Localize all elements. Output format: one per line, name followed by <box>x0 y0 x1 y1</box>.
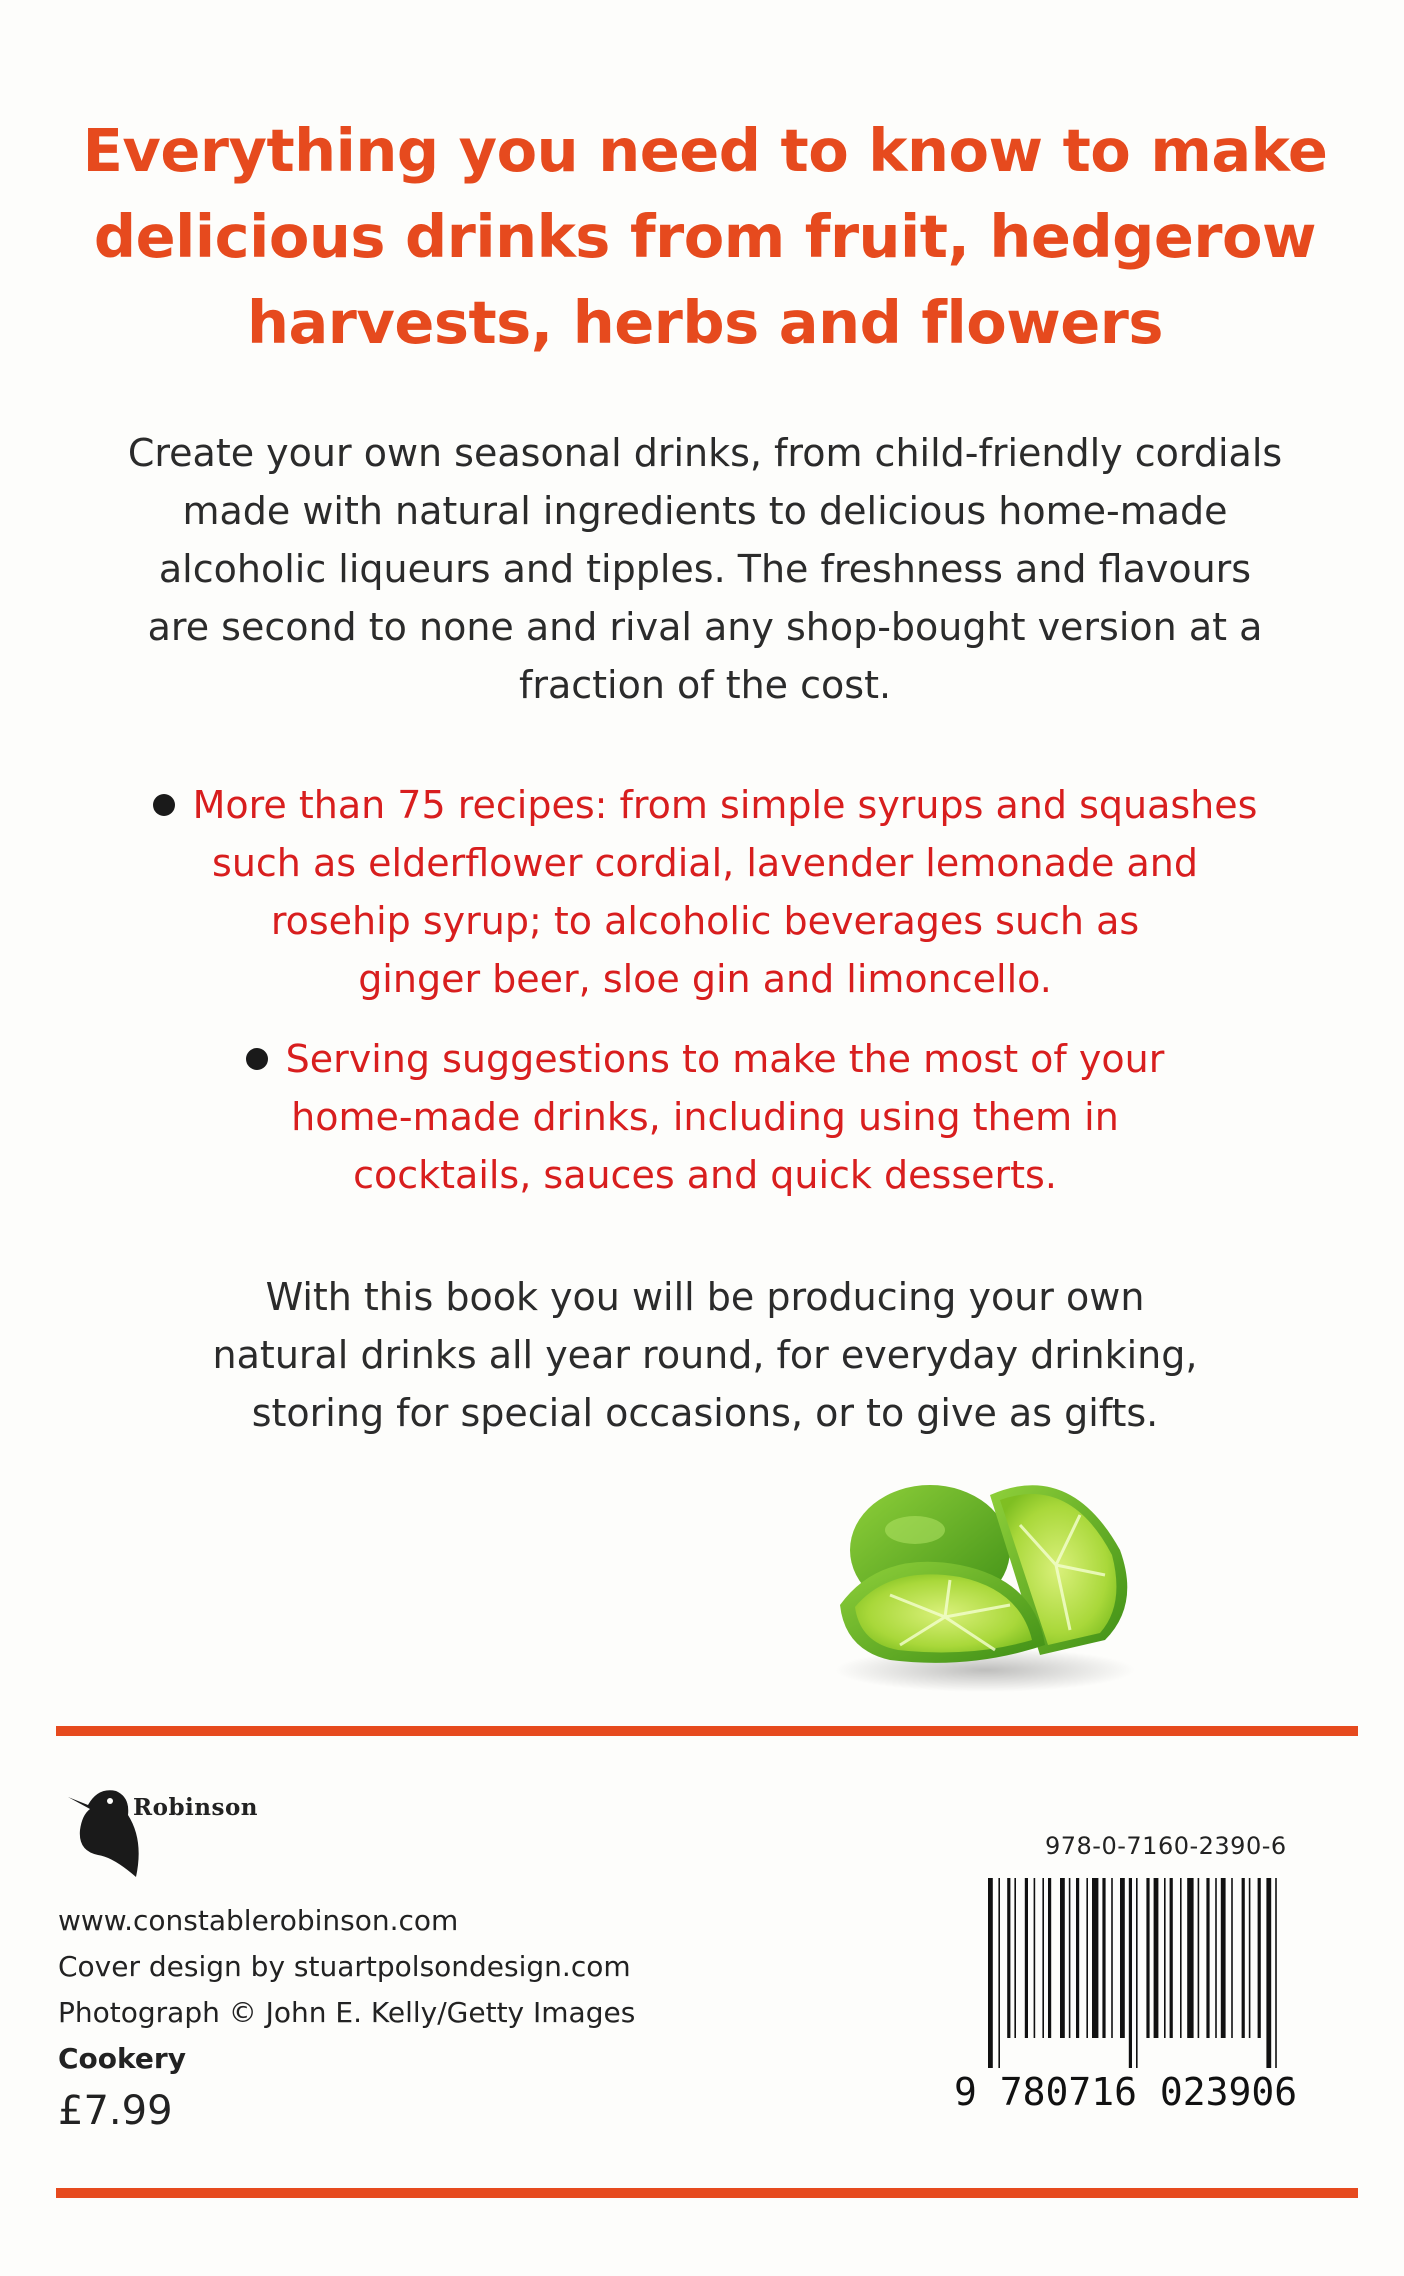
barcode-bar <box>1266 1878 1271 2068</box>
barcode-bar <box>1076 1878 1079 2038</box>
barcode-bar <box>1249 1878 1251 2038</box>
headline-line: harvests, herbs and flowers <box>246 288 1164 357</box>
photograph-credit: Photograph © John E. Kelly/Getty Images <box>58 1996 636 2029</box>
price: £7.99 <box>58 2088 173 2134</box>
divider-rule <box>56 1726 1358 1736</box>
barcode-bar <box>1231 1878 1233 2038</box>
bullet-line: Serving suggestions to make the most of your <box>285 1037 1165 1081</box>
bullet-dot-icon <box>246 1048 268 1070</box>
barcode-bar <box>1180 1878 1182 2038</box>
barcode-bar <box>1120 1878 1125 2038</box>
headline-line: Everything you need to know to make <box>82 116 1328 185</box>
barcode-bar <box>1206 1878 1209 2038</box>
genre-label: Cookery <box>58 2042 186 2075</box>
divider-rule <box>56 2188 1358 2198</box>
barcode-bar <box>1164 1878 1166 2038</box>
barcode-bar <box>1221 1878 1226 2038</box>
outro-paragraph <box>60 1268 1350 1442</box>
credits <box>58 1898 635 2082</box>
barcode <box>984 1870 1358 2076</box>
bullet-item <box>60 776 1350 1008</box>
website-link[interactable]: www.constablerobinson.com <box>58 1904 459 1937</box>
intro-line: made with natural ingredients to delicious home-made <box>182 489 1228 533</box>
barcode-bar <box>1154 1878 1159 2038</box>
lime-slices-image <box>820 1455 1150 1695</box>
outro-line: storing for special occasions, or to give as gifts. <box>251 1391 1159 1435</box>
bullet-line: rosehip syrup; to alcoholic beverages such as <box>270 899 1140 943</box>
headline-line: delicious drinks from fruit, hedgerow <box>93 202 1317 271</box>
barcode-bar <box>1086 1878 1088 2038</box>
bullet-line: ginger beer, sloe gin and limoncello. <box>358 957 1052 1001</box>
intro-line: alcoholic liqueurs and tipples. The freshness and flavours <box>158 547 1252 591</box>
outro-line: natural drinks all year round, for everyday drinking, <box>212 1333 1198 1377</box>
barcode-digits: 9 780716 023906 <box>954 2070 1298 2114</box>
isbn-number: 978-0-7160-2390-6 <box>1045 1832 1287 1860</box>
intro-line: fraction of the cost. <box>518 663 892 707</box>
bullet-line: such as elderflower cordial, lavender lemonade and <box>212 841 1198 885</box>
barcode-bar <box>1215 1878 1217 2038</box>
barcode-bar <box>1198 1878 1200 2038</box>
barcode-bar <box>1170 1878 1173 2038</box>
cover-design-credit: Cover design by stuartpolsondesign.com <box>58 1950 631 1983</box>
barcode-bar <box>1111 1878 1113 2038</box>
bullet-dot-icon <box>153 794 175 816</box>
headline <box>60 108 1350 366</box>
barcode-bar <box>1014 1878 1016 2038</box>
barcode-bar <box>998 1878 1000 2068</box>
bullet-list <box>60 776 1350 1226</box>
bullet-line: home-made drinks, including using them in <box>291 1095 1119 1139</box>
barcode-bar <box>1129 1878 1132 2068</box>
barcode-bar <box>1146 1878 1149 2038</box>
barcode-bar <box>1258 1878 1261 2038</box>
barcode-bar <box>1060 1878 1065 2038</box>
barcode-bar <box>1136 1878 1138 2068</box>
barcode-bar <box>1025 1878 1028 2038</box>
barcode-bar <box>1007 1878 1010 2038</box>
bullet-line: More than 75 recipes: from simple syrups and squashes <box>192 783 1258 827</box>
bullet-line: cocktails, sauces and quick desserts. <box>353 1153 1057 1197</box>
barcode-bar <box>1092 1878 1098 2038</box>
publisher-name: Robinson <box>133 1794 259 1821</box>
barcode-bar <box>988 1878 993 2068</box>
barcode-bar <box>1042 1878 1044 2038</box>
barcode-bar <box>1187 1878 1193 2038</box>
barcode-bar <box>1242 1878 1245 2038</box>
outro-line: With this book you will be producing your own <box>265 1275 1145 1319</box>
barcode-bar <box>1102 1878 1105 2038</box>
barcode-bar <box>1034 1878 1036 2038</box>
bullet-item <box>60 1030 1350 1204</box>
intro-paragraph <box>60 424 1350 714</box>
intro-line: Create your own seasonal drinks, from child-friendly cordials <box>127 431 1283 475</box>
barcode-bar <box>1069 1878 1071 2038</box>
barcode-bar <box>1275 1878 1277 2068</box>
intro-line: are second to none and rival any shop-bought version at a <box>147 605 1263 649</box>
barcode-bar <box>1048 1878 1051 2038</box>
